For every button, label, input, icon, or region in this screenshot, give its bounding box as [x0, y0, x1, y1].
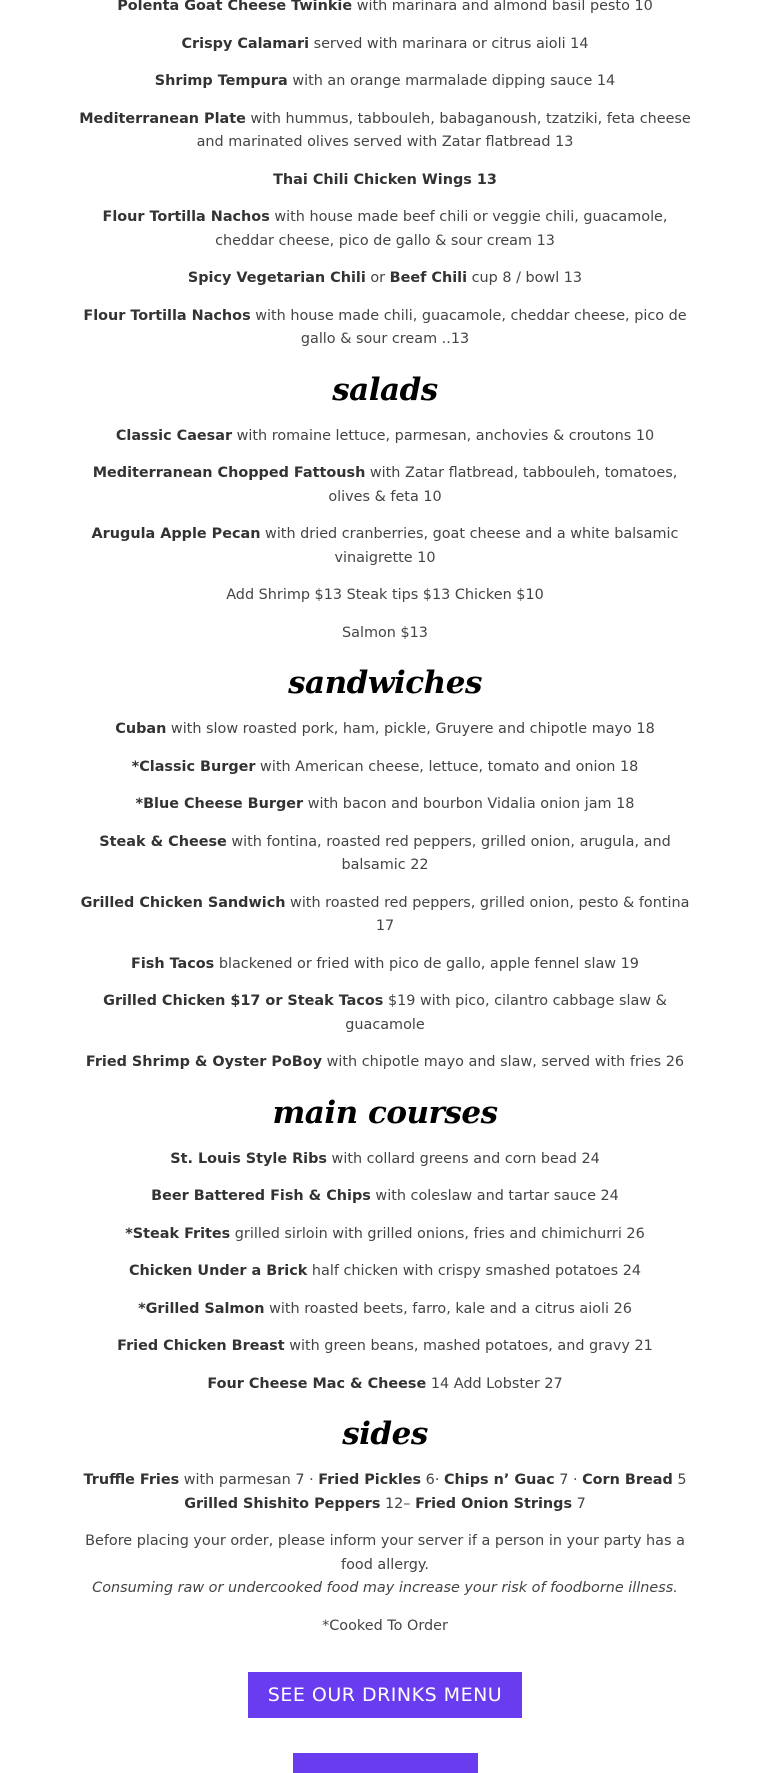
item-desc: 14 Add Lobster 27 [426, 1375, 563, 1392]
menu-item [75, 793, 695, 817]
item-desc: with chipotle mayo and slaw, served with fries 26 [322, 1054, 685, 1070]
side-name: Fried Onion Strings [415, 1495, 573, 1512]
section-title-sides: sides [342, 1416, 428, 1452]
item-desc: with roasted red peppers, grilled onion, pesto & fontina 17 [285, 894, 690, 934]
menu-item [75, 33, 695, 57]
menu-item [75, 756, 695, 780]
menu-item [75, 70, 695, 94]
menu-item [75, 1185, 695, 1209]
menu-item [75, 1148, 695, 1172]
item-desc: served with marinara or citrus aioli 14 [309, 35, 589, 52]
menu-item [75, 425, 695, 449]
item-name: Mediterranean Plate [79, 110, 246, 127]
menu-content [75, 0, 695, 1773]
item-name: *Grilled Salmon [138, 1300, 265, 1317]
item-name: Grilled Chicken Sandwich [80, 894, 286, 911]
side-desc: with parmesan 7 · [179, 1472, 319, 1488]
menu-item [75, 305, 695, 352]
menu-item [75, 953, 695, 977]
side-desc: 7 [572, 1495, 586, 1512]
cooked-to-order: *Cooked To Order [322, 1617, 448, 1634]
item-name: Fried Shrimp & Oyster PoBoy [85, 1054, 323, 1070]
menu-item [75, 523, 695, 570]
menu-item [75, 0, 695, 19]
item-desc: with house made beef chili or veggie chili, guacamole, cheddar cheese, pico de gallo & sour cream 13 [215, 209, 668, 249]
item-name: Grilled Chicken $17 or Steak Tacos [103, 993, 384, 1009]
item-desc: with roasted beets, farro, kale and a citrus aioli 26 [264, 1300, 632, 1317]
allergy-notice [75, 1530, 695, 1601]
menu-item [75, 1051, 695, 1075]
item-desc: with coleslaw and tartar sauce 24 [370, 1188, 619, 1204]
item-desc: with dried cranberries, goat cheese and a white balsamic vinaigrette 10 [260, 526, 679, 566]
item-desc: $19 with pico, cilantro cabbage slaw & guacamole [345, 993, 667, 1033]
item-name: Shrimp Tempura [154, 73, 288, 89]
menu-item [75, 718, 695, 742]
item-desc: with romaine lettuce, parmesan, anchovies & croutons 10 [232, 427, 655, 444]
menu-item [75, 892, 695, 939]
salad-addons-salmon: Salmon $13 [342, 624, 428, 641]
side-desc: 5 [672, 1472, 687, 1488]
side-desc: 6· [421, 1472, 444, 1488]
item-name: *Classic Burger [131, 758, 256, 775]
item-desc: with American cheese, lettuce, tomato and onion 18 [255, 758, 639, 775]
item-name: Flour Tortilla Nachos [83, 307, 251, 324]
item-name: Spicy Vegetarian Chili [187, 270, 366, 286]
item-desc: with an orange marmalade dipping sauce 14 [287, 73, 616, 89]
menu-item [75, 462, 695, 509]
item-name: Classic Caesar [115, 427, 233, 444]
foodborne-warning: Consuming raw or undercooked food may increase your risk of foodborne illness. [92, 1580, 678, 1596]
side-name: Truffle Fries [83, 1472, 180, 1488]
item-name: Steak & Cheese [99, 833, 227, 850]
item-name: Chicken Under a Brick [128, 1263, 308, 1279]
sides-list [75, 1469, 695, 1516]
salad-addons: Add Shrimp $13 Steak tips $13 Chicken $10 [226, 587, 544, 603]
menu-item [75, 108, 695, 155]
menu-item [75, 1335, 695, 1359]
item-name: Thai Chili Chicken Wings 13 [273, 171, 497, 188]
item-desc: with green beans, mashed potatoes, and gravy 21 [284, 1338, 653, 1354]
item-name: Crispy Calamari [181, 35, 309, 52]
item-name: Flour Tortilla Nachos [102, 209, 270, 225]
drinks-menu-button[interactable]: SEE OUR DRINKS MENU [248, 1672, 522, 1718]
menu-item [75, 990, 695, 1037]
menu-item [75, 1260, 695, 1284]
side-desc: 12– [380, 1495, 416, 1512]
item-desc: with Zatar flatbread, tabbouleh, tomatoes, olives & feta 10 [328, 465, 678, 505]
item-name: Arugula Apple Pecan [91, 526, 261, 542]
side-desc: 7 · [554, 1472, 583, 1488]
item-name: St. Louis Style Ribs [170, 1150, 327, 1167]
menu-item [75, 831, 695, 878]
side-name: Corn Bread [582, 1472, 673, 1488]
item-name: Fried Chicken Breast [117, 1338, 285, 1354]
side-name: Chips n’ Guac [444, 1472, 555, 1488]
side-name: Fried Pickles [318, 1472, 422, 1488]
item-desc: blackened or fried with pico de gallo, apple fennel slaw 19 [214, 955, 639, 972]
menu-item-chili [75, 267, 695, 291]
item-name: Fish Tacos [131, 955, 215, 972]
item-desc: cup 8 / bowl 13 [467, 270, 583, 286]
menu-item [75, 1298, 695, 1322]
side-name: Grilled Shishito Peppers [184, 1495, 381, 1512]
item-desc: with marinara and almond basil pesto 10 [352, 0, 653, 14]
item-desc: with collard greens and corn bead 24 [326, 1150, 600, 1167]
item-desc: with hummus, tabbouleh, babaganoush, tzatziki, feta cheese and marinated olives served with Zatar flatbread 13 [196, 110, 691, 150]
item-name: Beer Battered Fish & Chips [151, 1188, 371, 1204]
item-desc: half chicken with crispy smashed potatoes 24 [307, 1263, 642, 1279]
item-name: Polenta Goat Cheese Twinkie [117, 0, 353, 14]
item-name: Four Cheese Mac & Cheese [207, 1375, 427, 1392]
item-name: Mediterranean Chopped Fattoush [92, 465, 366, 481]
section-title-salads: salads [332, 371, 438, 408]
item-desc: with fontina, roasted red peppers, grilled onion, arugula, and balsamic 22 [226, 833, 671, 873]
item-desc: with bacon and bourbon Vidalia onion jam 18 [303, 796, 635, 812]
item-name: *Blue Cheese Burger [135, 796, 304, 812]
item-desc: grilled sirloin with grilled onions, fries and chimichurri 26 [230, 1225, 645, 1242]
item-name: *Steak Frites [125, 1225, 231, 1242]
allergy-text: Before placing your order, please inform your server if a person in your party has a food allergy. [85, 1533, 685, 1573]
item-connector: or [365, 270, 390, 286]
menu-item [75, 169, 695, 193]
item-name: Cuban [115, 721, 167, 737]
item-name: Beef Chili [389, 270, 468, 286]
section-title-sandwiches: sandwiches [288, 665, 482, 701]
item-desc: with slow roasted pork, ham, pickle, Gruyere and chipotle mayo 18 [166, 721, 655, 737]
item-desc: with house made chili, guacamole, cheddar cheese, pico de gallo & sour cream ..13 [250, 307, 687, 347]
menu-item [75, 1373, 695, 1397]
menu-item [75, 1223, 695, 1247]
menu-item [75, 206, 695, 253]
section-title-main-courses: main courses [272, 1094, 498, 1131]
secondary-button[interactable] [293, 1753, 478, 1773]
